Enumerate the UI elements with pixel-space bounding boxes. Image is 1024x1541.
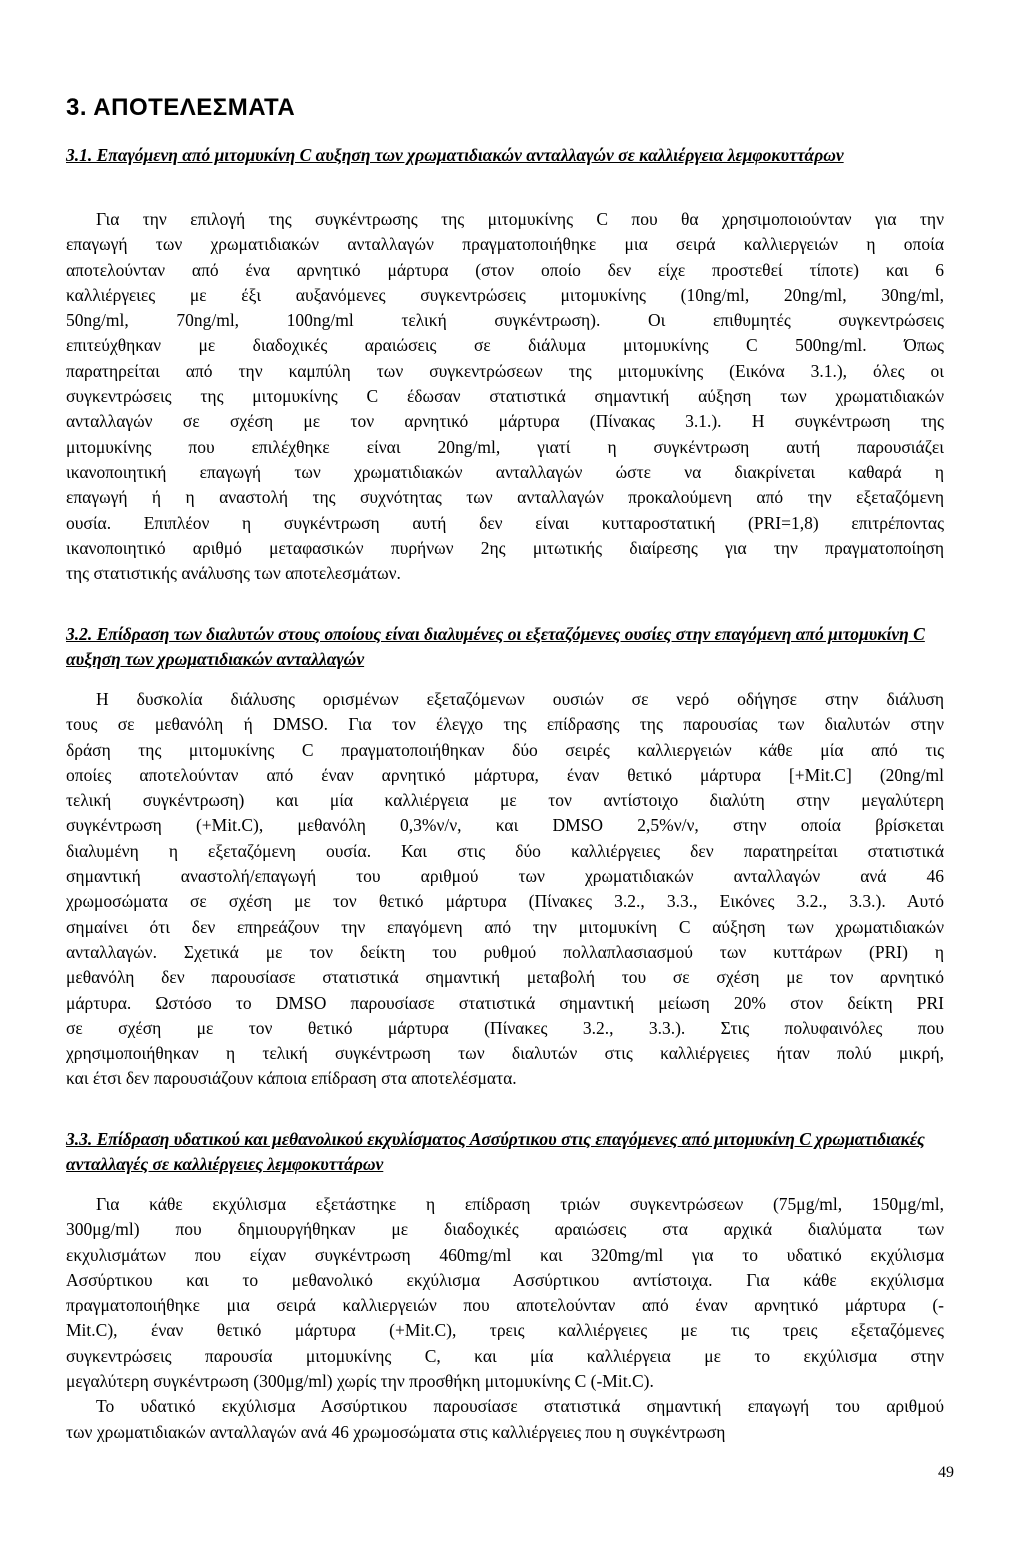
section-3-3-body <box>66 1192 944 1445</box>
text-line: ικανοποιητική επαγωγή των χρωματιδιακών ανταλλαγών ώστε να διακρίνεται καθαρά η <box>66 461 944 482</box>
text-line: οποίες αποτελούνταν από έναν αρνητικό μάρτυρα, έναν θετικό μάρτυρα [+Mit.C] (20ng/ml <box>66 764 944 785</box>
text-line: και έτσι δεν παρουσιάζουν κάποια επίδραση στα αποτελέσματα. <box>66 1068 517 1089</box>
text-line: διαλυμένη η εξεταζόμενη ουσία. Και στις δύο καλλιέργειες δεν παρατηρείται στατιστικά <box>66 840 944 861</box>
text-line: μεγαλύτερη συγκέντρωση (300μg/ml) χωρίς την προσθήκη μιτομυκίνης C (-Mit.C). <box>66 1371 654 1392</box>
text-line: Η δυσκολία διάλυσης ορισμένων εξεταζόμενων ουσιών σε νερό οδήγησε στην διάλυση <box>96 689 944 709</box>
text-line: των χρωματιδιακών ανταλλαγών ανά 46 χρωμοσώματα στις καλλιέργειες που η συγκέντρωση <box>66 1421 726 1442</box>
page-number: 49 <box>938 1464 954 1481</box>
section-3-1-title: 3.1. Επαγόμενη από μιτομυκίνη C αυξηση των χρωματιδιακών ανταλλαγών σε καλλιέργεια λεμφοκυττάρων <box>66 145 844 165</box>
text-line: σημαίνει ότι δεν επηρεάζουν την επαγόμενη από την μιτομυκίνη C αύξηση των χρωματιδιακών <box>66 916 944 937</box>
text-line: εκχυλισμάτων που είχαν συγκέντρωση 460mg/ml και 320mg/ml για το υδατικό εκχύλισμα <box>66 1244 944 1265</box>
text-line: ανταλλαγών σε σχέση με τον αρνητικό μάρτυρα (Πίνακας 3.1.). Η συγκέντρωση της <box>66 411 944 432</box>
text-line: συγκέντρωση (+Mit.C), μεθανόλη 0,3%ν/ν, και DMSO 2,5%ν/ν, στην οποία βρίσκεται <box>66 815 944 836</box>
chapter-heading: 3. ΑΠΟΤΕΛΕΣΜΑΤΑ <box>66 94 296 121</box>
text-line: ανταλλαγών. Σχετικά με τον δείκτη του ρυθμού πολλαπλασιασμού των κυττάρων (PRI) η <box>66 941 944 962</box>
text-line: αποτελούνταν από ένα αρνητικό μάρτυρα (στον οποίο δεν είχε προστεθεί τίποτε) και 6 <box>66 259 944 280</box>
section-3-2-body <box>66 687 944 1092</box>
text-line: χρησιμοποιήθηκαν η τελική συγκέντρωση των διαλυτών στις καλλιέργειες ήταν πολύ μικρή, <box>66 1043 944 1064</box>
text-line: επαγωγή των χρωματιδιακών ανταλλαγών πραγματοποιήθηκε μια σειρά καλλιεργειών η οποία <box>66 234 944 255</box>
text-line: Mit.C), έναν θετικό μάρτυρα (+Mit.C), τρεις καλλιέργειες με τις τρεις εξεταζόμενες <box>66 1320 944 1341</box>
text-line: χρωμοσώματα σε σχέση με τον θετικό μάρτυρα (Πίνακες 3.2., 3.3., Εικόνες 3.2., 3.3.). Αυτό <box>66 891 944 912</box>
text-line: 300μg/ml) που δημιουργήθηκαν με διαδοχικές αραιώσεις στα αρχικά διαλύματα των <box>66 1219 944 1240</box>
text-line: επιτεύχθηκαν με διαδοχικές αραιώσεις σε διάλυμα μιτομυκίνης C 500ng/ml. Όπως <box>66 335 944 356</box>
text-line: Για την επιλογή της συγκέντρωσης της μιτομυκίνης C που θα χρησιμοποιούνταν για την <box>96 209 944 229</box>
text-line: σημαντική αναστολή/επαγωγή του αριθμού των χρωματιδιακών ανταλλαγών ανά 46 <box>66 866 944 887</box>
text-line: δράση της μιτομυκίνης C πραγματοποιήθηκαν δύο σειρές καλλιεργειών κάθε μία από τις <box>66 739 944 760</box>
text-line: 50ng/ml, 70ng/ml, 100ng/ml τελική συγκέντρωση). Οι επιθυμητές συγκεντρώσεις <box>66 310 944 331</box>
text-line: της στατιστικής ανάλυσης των αποτελεσμάτων. <box>66 563 401 584</box>
text-line: συγκεντρώσεις παρουσία μιτομυκίνης C, και μία καλλιέργεια με το εκχύλισμα στην <box>66 1345 944 1366</box>
text-line: συγκεντρώσεις της μιτομυκίνης C έδωσαν στατιστικά σημαντική αύξηση των χρωματιδιακών <box>66 386 944 407</box>
text-line: Ασσύρτικου και το μεθανολικό εκχύλισμα Ασσύρτικου αντίστοιχα. Για κάθε εκχύλισμα <box>66 1269 944 1290</box>
text-line: σε σχέση με τον θετικό μάρτυρα (Πίνακες 3.2., 3.3.). Στις πολυφαινόλες που <box>66 1017 944 1038</box>
text-line: μάρτυρα. Ωστόσο το DMSO παρουσίασε στατιστικά σημαντική μείωση 20% στον δείκτη PRI <box>66 992 944 1013</box>
text-line: τους σε μεθανόλη ή DMSO. Για τον έλεγχο της επίδρασης της παρουσίας των διαλυτών στην <box>66 714 944 735</box>
text-line: ουσία. Επιπλέον η συγκέντρωση αυτή δεν είναι κυτταροστατική (PRI=1,8) επιτρέποντας <box>66 512 944 533</box>
section-3-2-title: 3.2. Επίδραση των διαλυτών στους οποίους είναι διαλυμένες οι εξεταζόμενες ουσίες στην επαγόμενη από μιτομυκίνη C αυξηση των χρωματιδιακών ανταλλαγών <box>66 624 925 669</box>
text-line: Για κάθε εκχύλισμα εξετάστηκε η επίδραση τριών συγκεντρώσεων (75μg/ml, 150μg/ml, <box>96 1194 944 1214</box>
text-line: παρατηρείται από την καμπύλη των συγκεντρώσεων της μιτομυκίνης (Εικόνα 3.1.), όλες οι <box>66 360 944 381</box>
text-line: τελική συγκέντρωση) και μία καλλιέργεια με τον αντίστοιχο διαλύτη στην μεγαλύτερη <box>66 790 944 811</box>
text-line: μιτομυκίνης που επιλέχθηκε είναι 20ng/ml, γιατί η συγκέντρωση αυτή παρουσιάζει <box>66 436 944 457</box>
text-line: πραγματοποιήθηκε μια σειρά καλλιεργειών που αποτελούνταν από έναν αρνητικό μάρτυρα (- <box>66 1295 944 1316</box>
section-3-1-body <box>66 207 944 586</box>
text-line: επαγωγή ή η αναστολή της συχνότητας των ανταλλαγών προκαλούμενη από την εξεταζόμενη <box>66 487 944 508</box>
text-line: ικανοποιητικό αριθμό μεταφασικών πυρήνων 2ης μιτωτικής διαίρεσης για την πραγματοποίηση <box>66 537 944 558</box>
text-line: καλλιέργειες με έξι αυξανόμενες συγκεντρώσεις μιτομυκίνης (10ng/ml, 20ng/ml, 30ng/ml, <box>66 284 944 305</box>
text-line: μεθανόλη δεν παρουσίασε στατιστικά σημαντική μεταβολή του σε σχέση με τον αρνητικό <box>66 967 944 988</box>
section-3-3-title: 3.3. Επίδραση υδατικού και μεθανολικού εκχυλίσματος Ασσύρτικου στις επαγόμενες από μιτομυκίνη C χρωματιδιακές ανταλλαγές σε καλλιέργειες λεμφοκυττάρων <box>66 1129 925 1174</box>
text-line: Το υδατικό εκχύλισμα Ασσύρτικου παρουσίασε στατιστικά σημαντική επαγωγή του αριθμού <box>96 1396 944 1417</box>
